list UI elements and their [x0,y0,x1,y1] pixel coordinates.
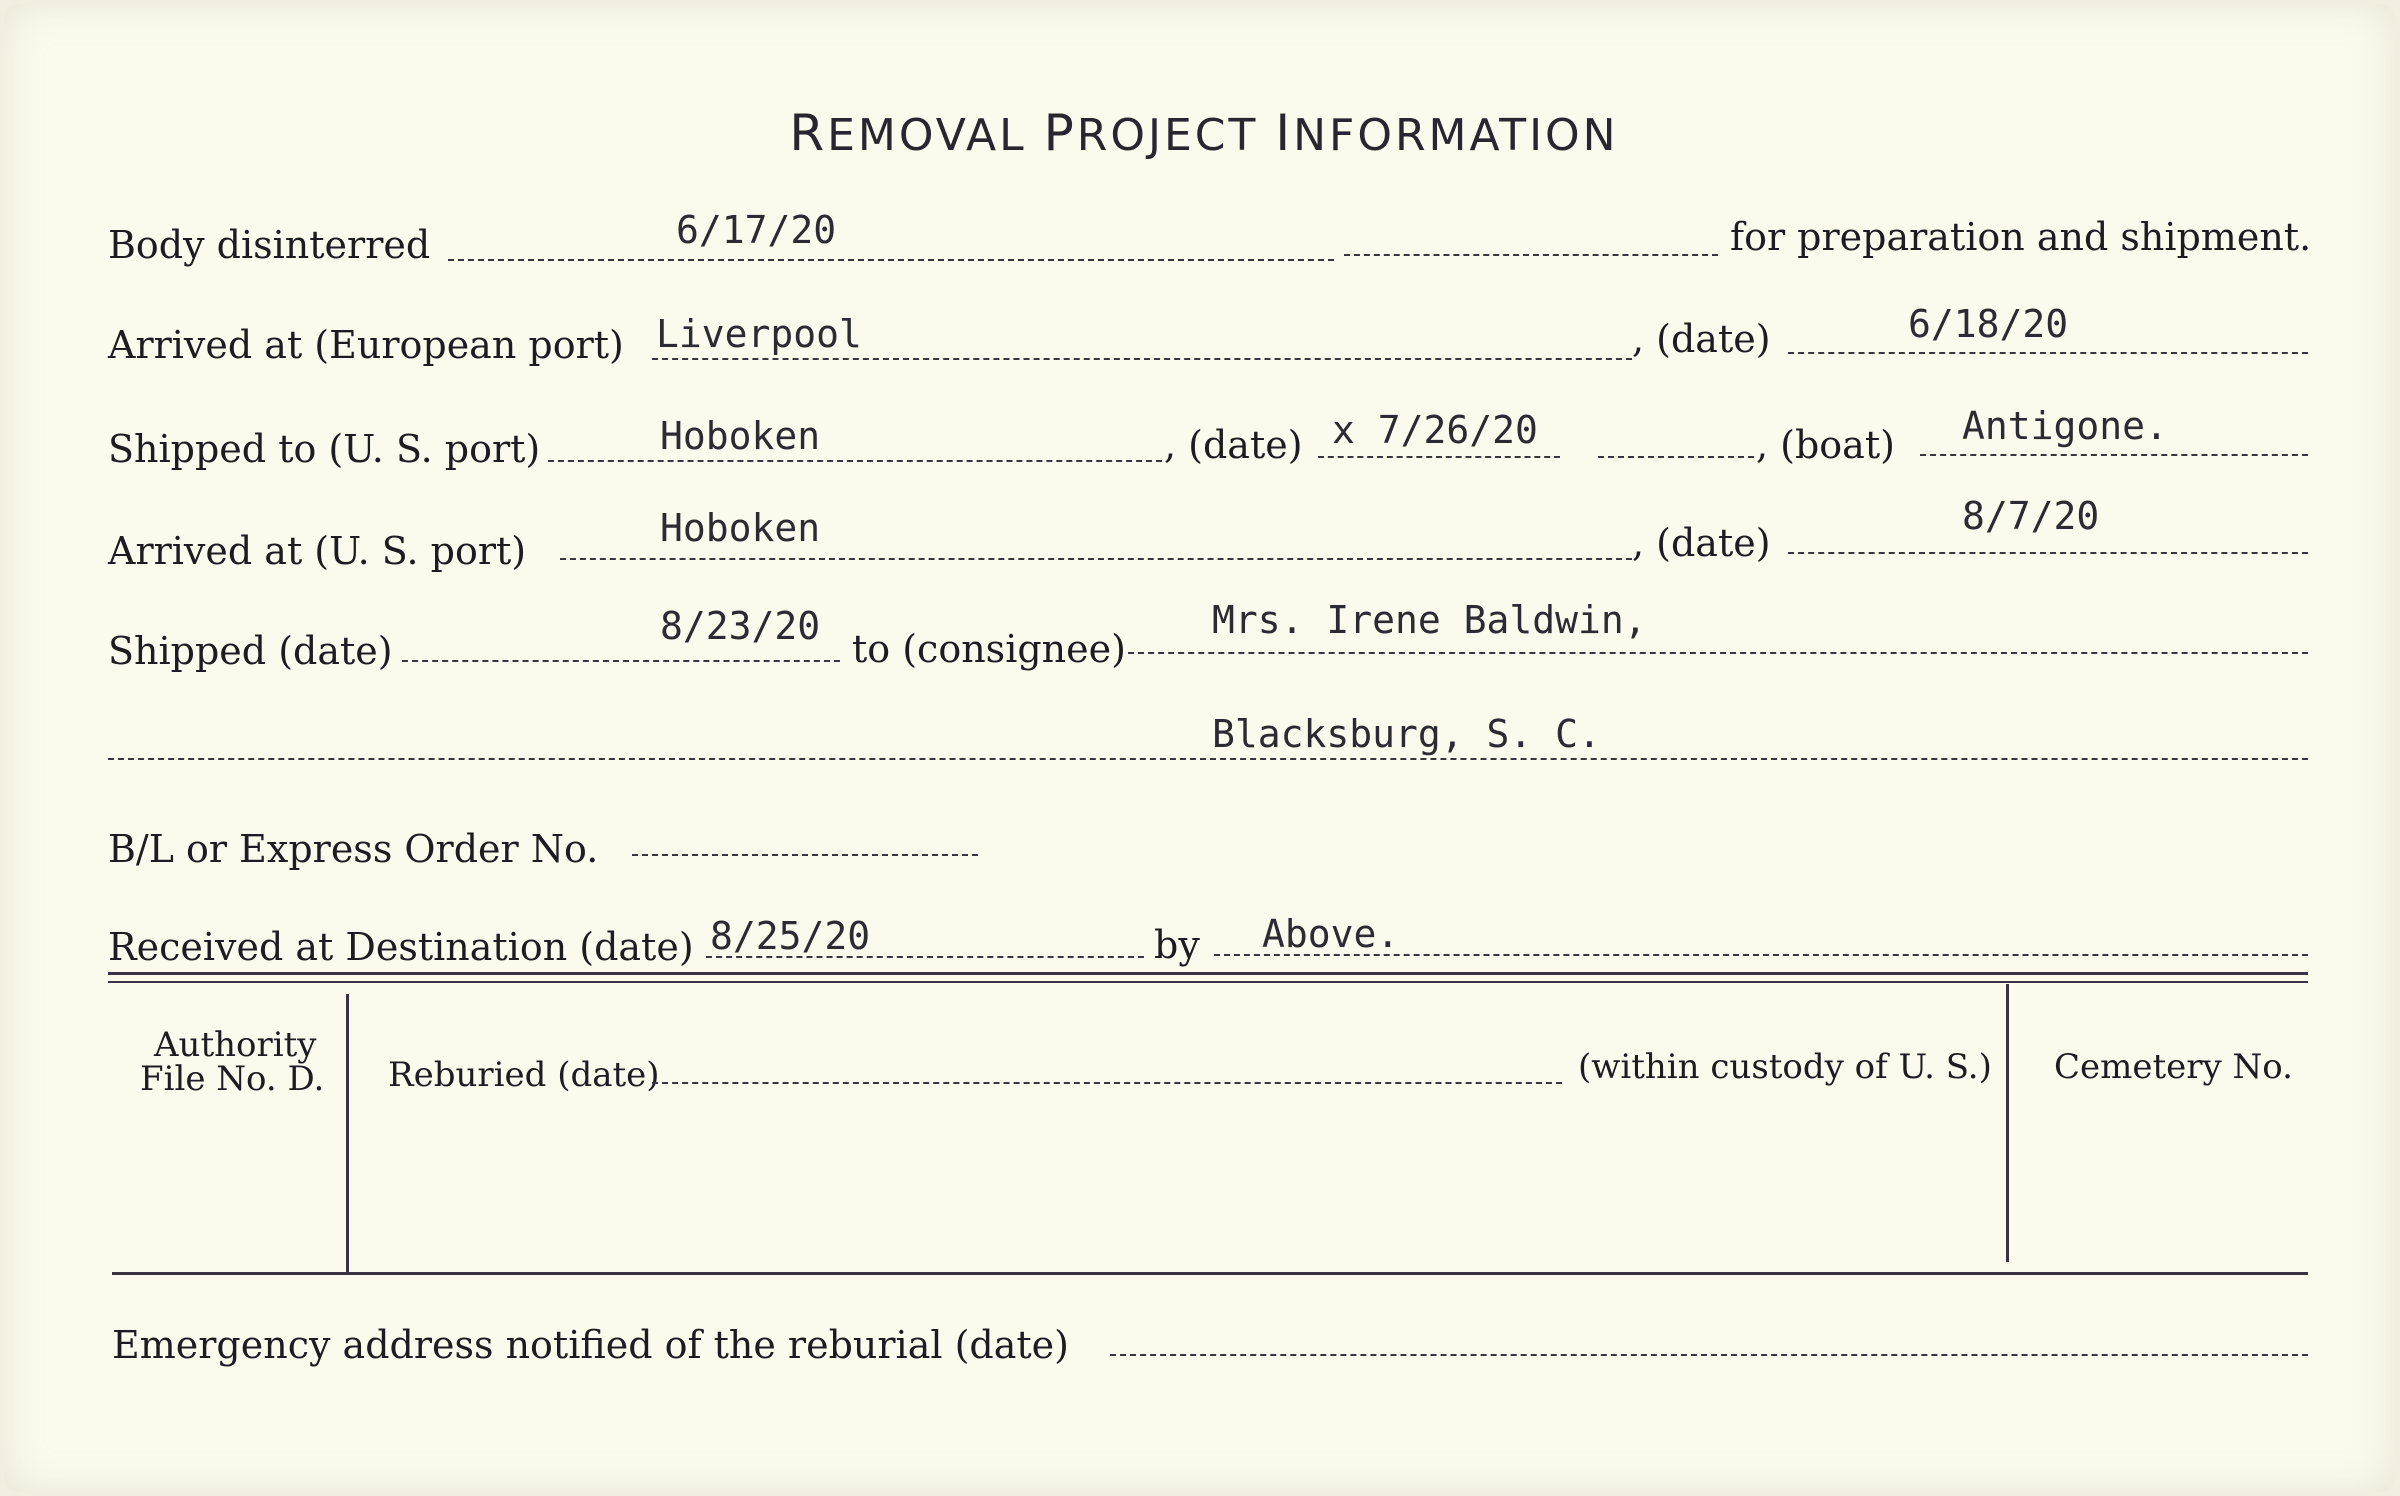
arrived-eu-label: Arrived at (European port) [108,323,624,367]
arrived-us-date-line [1788,552,2308,554]
received-by-label: by [1154,923,1200,967]
shipped-us-port: Hoboken [660,414,821,458]
double-rule-top [108,972,2308,975]
title-initial-p: P [1043,104,1077,162]
arrived-us-port-line [560,558,1632,560]
shipped-us-port-line [548,460,1162,462]
form-title [4,104,2400,162]
title-rest-information: NFORMATION [1293,110,1619,161]
arrived-eu-date-line [1788,352,2308,354]
arrived-eu-port-line [652,358,1632,360]
received-label: Received at Destination (date) [108,925,694,969]
shipped-us-boat: Antigone. [1962,404,2168,448]
disinterred-line [448,259,1334,261]
consignee-city: Blacksburg, S. C. [1212,712,1601,756]
arrived-us-label: Arrived at (U. S. port) [108,529,527,573]
title-rest-project: ROJECT [1076,110,1276,161]
disinterred-label: Body disinterred [108,223,431,267]
shipped-date: 8/23/20 [660,604,821,648]
shipped-date-line [402,660,840,662]
authority-divider [346,994,349,1272]
shipped-us-label: Shipped to (U. S. port) [108,427,541,471]
consignee-city-line [108,758,2308,760]
lower-section-rule [112,1272,2308,1275]
arrived-us-port: Hoboken [660,506,821,550]
reburied-line [652,1082,1562,1084]
shipped-us-boat-label: , (boat) [1756,423,1895,467]
authority-label-line1: Authority [154,1025,317,1065]
disinterred-suffix: for preparation and shipment. [1730,215,2312,259]
arrived-eu-date: 6/18/20 [1908,302,2069,346]
title-rest-removal: EMOVAL [827,110,1044,161]
shipped-us-date-line [1318,456,1560,458]
arrived-eu-date-label: , (date) [1632,317,1771,361]
bl-line [632,854,978,856]
consignee-label: to (consignee) [852,627,1126,671]
shipped-us-boat-line [1920,454,2308,456]
disinterred-line-2 [1344,254,1718,256]
emergency-line [1110,1354,2308,1356]
arrived-us-date: 8/7/20 [1962,494,2100,538]
reburied-label: Reburied (date) [388,1055,660,1095]
cemetery-label: Cemetery No. [2054,1047,2293,1087]
shipped-label: Shipped (date) [108,629,393,673]
removal-project-card [4,4,2394,1492]
arrived-eu-port: Liverpool [656,312,862,356]
cemetery-divider [2006,984,2009,1262]
consignee-line [1128,652,2308,654]
shipped-us-date: x 7/26/20 [1332,408,1538,452]
received-date: 8/25/20 [710,914,871,958]
emergency-label: Emergency address notified of the reburial (date) [112,1323,1069,1367]
consignee-name: Mrs. Irene Baldwin, [1212,598,1647,642]
authority-label-line2: File No. D. [140,1059,325,1099]
double-rule-bottom [108,981,2308,983]
received-by: Above. [1262,912,1400,956]
disinterred-date: 6/17/20 [676,208,837,252]
arrived-us-date-label: , (date) [1632,521,1771,565]
shipped-us-date-label: , (date) [1164,423,1303,467]
title-initial-r: R [789,104,828,162]
bl-label: B/L or Express Order No. [108,827,599,871]
custody-note: (within custody of U. S.) [1578,1047,1992,1087]
shipped-us-date-line-2 [1598,456,1754,458]
title-initial-i: I [1275,104,1294,162]
